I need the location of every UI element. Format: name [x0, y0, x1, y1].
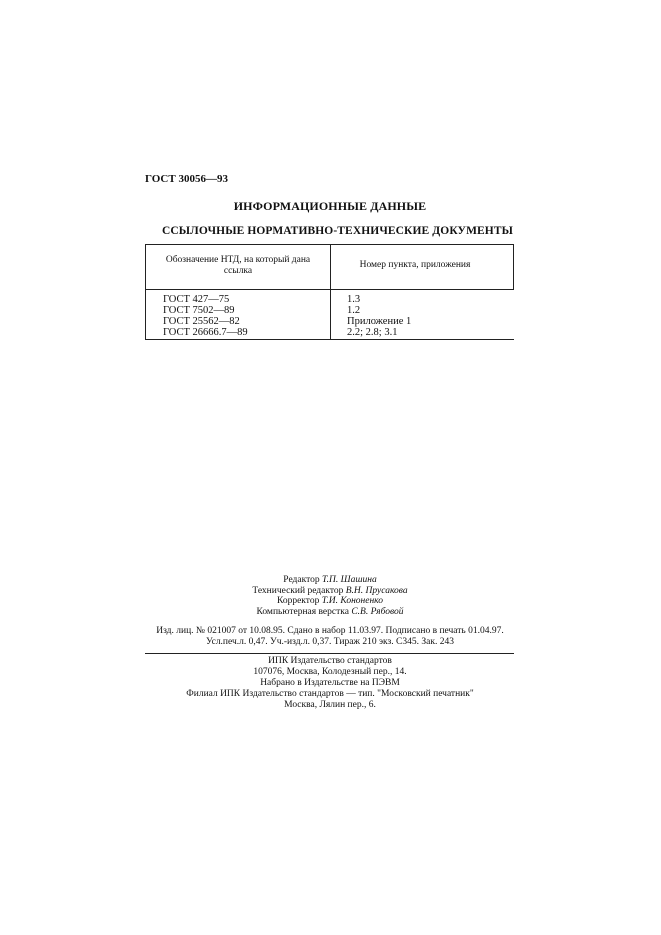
layout-line: [185, 607, 475, 618]
table-row-document: ГОСТ 427—75: [163, 294, 230, 305]
table-row-clause: 1.2: [347, 305, 361, 316]
imprint-line: Усл.печ.л. 0,47. Уч.-изд.л. 0,37. Тираж 210 экз. С345. Зак. 243: [206, 637, 454, 647]
table-right-border: [513, 244, 514, 289]
publisher-line: Набрано в Издательстве на ПЭВМ: [260, 678, 400, 688]
publisher-line: 107076, Москва, Колодезный пер., 14.: [253, 667, 407, 677]
section-subtitle: ССЫЛОЧНЫЕ НОРМАТИВНО-ТЕХНИЧЕСКИЕ ДОКУМЕНТЫ: [161, 225, 514, 237]
column-header-document: Обозначение НТД, на который дана ссылка: [165, 255, 311, 276]
table-row-document: ГОСТ 7502—89: [163, 305, 235, 316]
table-row-document: ГОСТ 25562—82: [163, 316, 240, 327]
editor-line: [185, 575, 475, 586]
layout-label: Компьютерная верстка: [256, 606, 349, 617]
publisher-line: Филиал ИПК Издательство стандартов — тип. "Московский печатник": [186, 689, 474, 699]
imprint-line: Изд. лиц. № 021007 от 10.08.95. Сдано в набор 11.03.97. Подписано в печать 01.04.97.: [156, 626, 504, 636]
editor-name: Т.П. Шашина: [321, 575, 377, 585]
column-header-clause: Номер пункта, приложения: [359, 260, 471, 270]
proofreader-label: Корректор: [276, 596, 320, 606]
table-row-clause: 2.2; 2.8; 3.1: [347, 327, 398, 338]
table-row-document: ГОСТ 26666.7—89: [163, 327, 248, 338]
editor-label: Редактор: [283, 575, 320, 585]
publisher-line: ИПК Издательство стандартов: [268, 656, 392, 666]
document-code: ГОСТ 30056—93: [145, 173, 228, 185]
table-row-clause: Приложение 1: [347, 316, 412, 327]
publisher-block: [135, 656, 525, 711]
table-column-divider: [330, 244, 331, 340]
publisher-line: Москва, Лялин пер., 6.: [284, 700, 376, 710]
divider-rule: [145, 653, 514, 654]
imprint-block: [135, 626, 525, 648]
tech-editor-label: Технический редактор: [252, 585, 344, 596]
references-table: [145, 244, 514, 340]
table-left-border: [145, 244, 146, 340]
table-row-clause: 1.3: [347, 294, 361, 305]
tech-editor-line: [185, 586, 475, 597]
proofreader-name: Т.И. Кононенко: [321, 596, 384, 606]
tech-editor-name: В.Н. Прусакова: [345, 585, 408, 596]
layout-name: С.В. Рябовой: [351, 606, 404, 617]
section-title: ИНФОРМАЦИОННЫЕ ДАННЫЕ: [233, 199, 427, 213]
proofreader-line: [185, 596, 475, 607]
credits-block: [185, 575, 475, 617]
